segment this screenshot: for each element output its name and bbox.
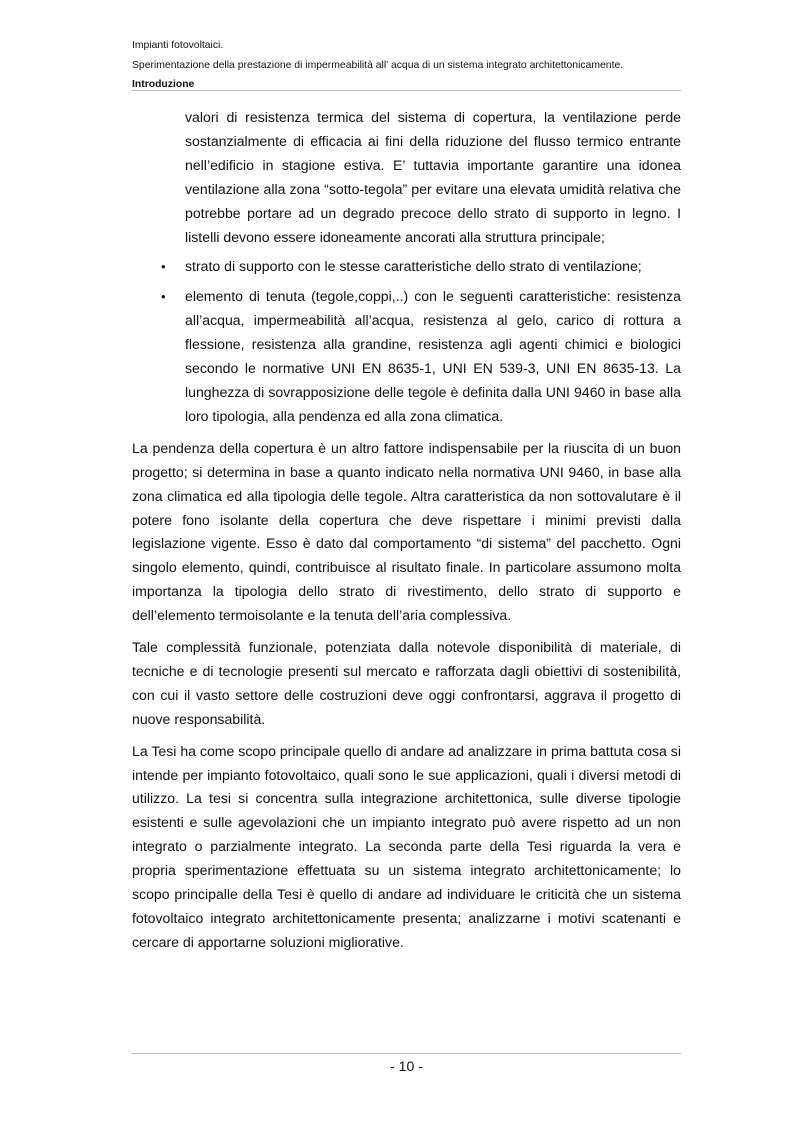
header-section: Introduzione [132,79,195,90]
header-title: Impianti fotovoltaici. [132,40,224,51]
body-paragraph: La Tesi ha come scopo principale quello di andare ad analizzare in prima battuta cosa si intende per impianto fotovoltaico, quali sono le sue applicazioni, quali i diversi metodi di utilizzo. La tesi si concentra sulla integrazione architettonica, sulle diverse tipologie esistenti e sulle agevolazioni che un impianto integrato può avere rispetto ad un non integrato o parzialmente integrato. La seconda parte della Tesi riguarda la vera e propria sperimentazione effettuata su un sistema integrato architettonicamente; lo scopo principalle della Tesi è quello di andare ad individuare le criticità che un sistema fotovoltaico integrato architettonicamente presenta; analizzarne i motivi scatenanti e cercare di apportarne soluzioni migliorative. [132,742,681,950]
body-paragraph: La pendenza della copertura è un altro fattore indispensabile per la riuscita di un buon progetto; si determina in base a quanto indicato nella normativa UNI 9460, in base alla zona climatica ed alla tipologia delle tegole. Altra caratteristica da non sottovalutare è il potere fono isolante della copertura che deve rispettare i minimi previsti dalla legislazione vigente. Esso è dato dal comportamento “di sistema” del pacchetto. Ogni singolo elemento, quindi, contribuisce al risultato finale. In particolare assumono molta importanza la tipologia dello strato di rivestimento, dello strato di supporto e dell’elemento termoisolante e la tenuta dell’aria complessiva. [132,439,681,624]
footer-divider [132,1053,681,1054]
bullet-text: strato di supporto con le stesse caratteristiche dello strato di ventilazione; [185,258,642,275]
body-paragraph: Tale complessità funzionale, potenziata dalla notevole disponibilità di materiale, di tecniche e di tecnologie presenti sul mercato e rafforzata dagli obiettivi di sostenibilità, con cui il vasto settore delle costruzioni deve oggi confrontarsi, aggrava il progetto di nuove responsabilità. [132,639,681,727]
bullet-text: elemento di tenuta (tegole,coppi,..) con le seguenti caratteristiche: resistenza all’acqua, impermeabilità all’acqua, resistenza al gelo, carico di rottura a flessione, resistenza alla grandine, resistenza agli agenti chimici e biologici secondo le normative UNI EN 8635-1, UNI EN 539-3, UNI EN 8635-13. La lunghezza di sovrapposizione delle tegole è definita dalla UNI 9460 in base alla loro tipologia, alla pendenza ed alla zona climatica. [185,288,681,424]
header-divider [132,90,681,91]
bullet-marker: • [161,289,166,305]
running-header [132,36,681,95]
bullet-marker: • [161,259,166,275]
page-body [132,106,681,955]
page-number: - 10 - [390,1058,423,1074]
header-subtitle: Sperimentazione della prestazione di impermeabilità all’ acqua di un sistema integrato architettonicamente. [132,59,624,71]
bullet-item [132,285,681,428]
continued-list-text: valori di resistenza termica del sistema di copertura, la ventilazione perde sostanzialmente di efficacia ai fini della riduzione del flusso termico entrante nell’edificio in stagione estiva. E’ tuttavia importante garantire una idonea ventilazione alla zona “sotto-tegola” per evitare una elevata umidità relativa che potrebbe portare ad un degrado precoce dello strato di supporto in legno. I listelli devono essere idoneamente ancorati alla struttura principale; [185,109,681,245]
bullet-item [132,255,681,279]
